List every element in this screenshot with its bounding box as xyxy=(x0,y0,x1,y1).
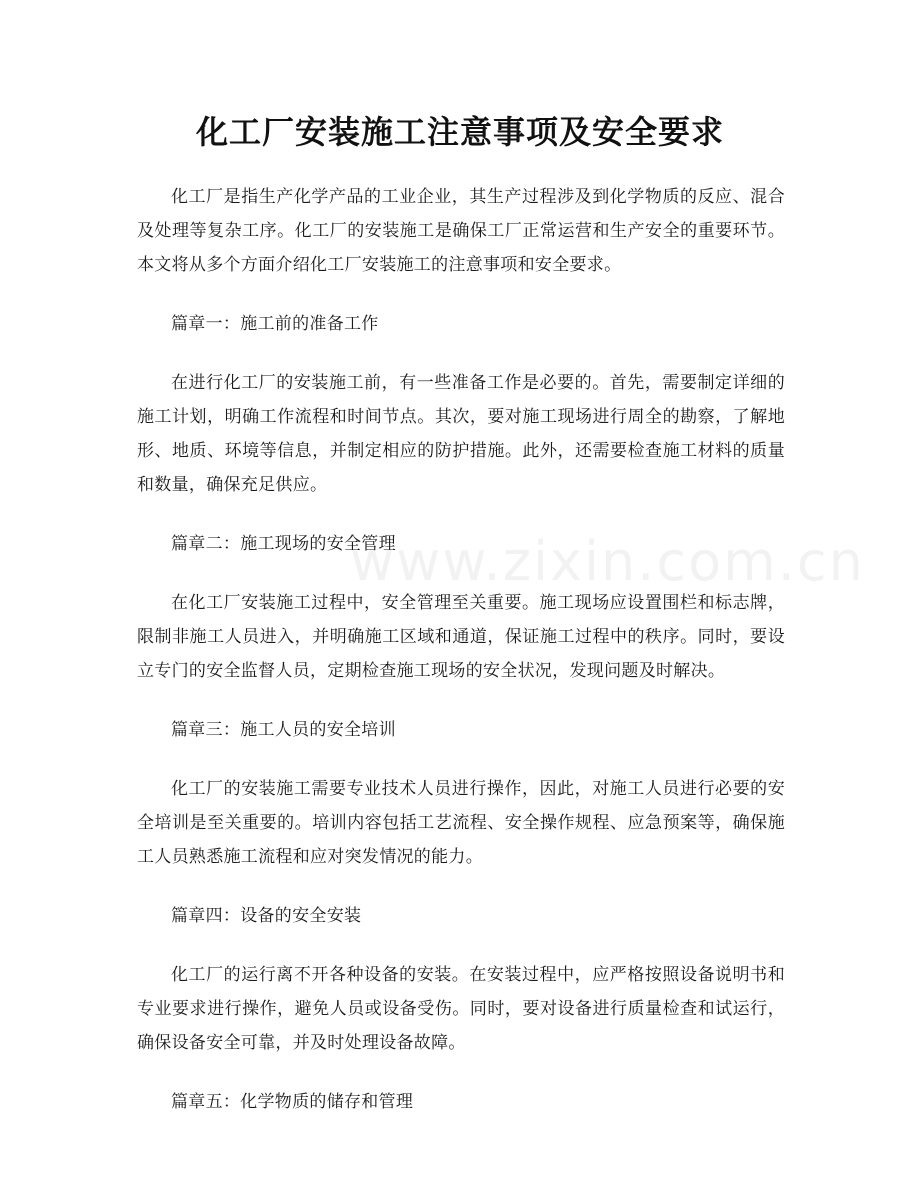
body-paragraph: 在进行化工厂的安装施工前，有一些准备工作是必要的。首先，需要制定详细的施工计划，明确工作流程和时间节点。其次，要对施工现场进行周全的勘察，了解地形、地质、环境等信息，并制定相应的防护措施。此外，还需要检查施工材料的质量和数量，确保充足供应。 xyxy=(137,373,785,495)
watermark-text: www.zixin.com.cn xyxy=(350,530,865,593)
section-heading: 篇章四：设备的安全安装 xyxy=(171,906,362,926)
document-body xyxy=(137,180,785,1144)
body-paragraph: 在化工厂安装施工过程中，安全管理至关重要。施工现场应设置围栏和标志牌，限制非施工人员进入，并明确施工区域和通道，保证施工过程中的秩序。同时，要设立专门的安全监督人员，定期检查施工现场的安全状况，发现问题及时解决。 xyxy=(137,593,785,681)
section-heading: 篇章一：施工前的准备工作 xyxy=(171,314,379,334)
section-heading: 篇章二：施工现场的安全管理 xyxy=(171,534,396,554)
section-heading: 篇章五：化学物质的储存和管理 xyxy=(171,1092,414,1112)
body-paragraph: 化工厂的安装施工需要专业技术人员进行操作，因此，对施工人员进行必要的安全培训是至关重要的。培训内容包括工艺流程、安全操作规程、应急预案等，确保施工人员熟悉施工流程和应对突发情况的能力。 xyxy=(137,779,785,867)
document-title: 化工厂安装施工注意事项及安全要求 xyxy=(195,113,724,151)
section-heading: 篇章三：施工人员的安全培训 xyxy=(171,720,396,740)
body-paragraph: 化工厂是指生产化学产品的工业企业，其生产过程涉及到化学物质的反应、混合及处理等复杂工序。化工厂的安装施工是确保工厂正常运营和生产安全的重要环节。本文将从多个方面介绍化工厂安装施工的注意事项和安全要求。 xyxy=(137,187,785,275)
body-paragraph: 化工厂的运行离不开各种设备的安装。在安装过程中，应严格按照设备说明书和专业要求进行操作，避免人员或设备受伤。同时，要对设备进行质量检查和试运行，确保设备安全可靠，并及时处理设备故障。 xyxy=(137,965,785,1053)
